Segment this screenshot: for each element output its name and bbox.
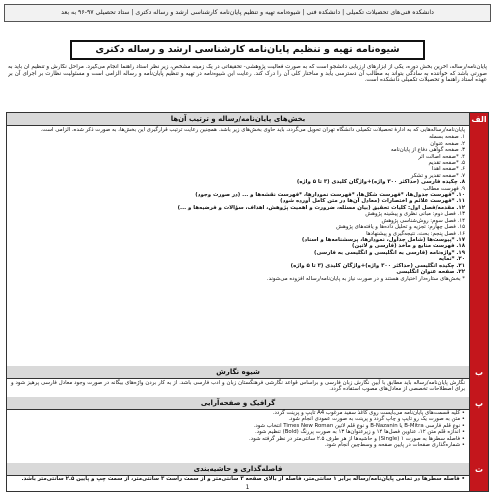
running-header: دانشکده فنی‌های تحصیلات تکمیلی | دانشکده فنی | شیوه‌نامه تهیه و تنظیم پایان‌نامه کارشناسی ارشد و رساله دکتری | ستاد تحصیلی ۹۷-۹۶ به بعد — [4, 4, 491, 22]
list-item: ۱۲. مقدمه/فصل اول: کلیات تحقیق (بیان مسئله، ضرورت و اهمیت پژوهش، اهداف، سؤالات و فرضیه‌ها و ...) — [177, 204, 465, 211]
document-title: شیوه‌نامه تهیه و تنظیم پایان‌نامه کارشناسی ارشد و رساله دکتری — [70, 40, 425, 60]
list-item: • شماره‌گذاری صفحات در پایین صفحه و وسط‌چین انجام شود. — [324, 442, 465, 449]
list-item: ۸. چکیده فارسی (حداکثر ۳۰۰ واژه)+واژگان کلیدی (۳ تا ۵ واژه) — [296, 179, 465, 186]
page-number: 1 — [245, 484, 250, 491]
section-d-letter: ت — [470, 463, 488, 491]
guidelines-table — [6, 112, 489, 492]
section-c — [7, 397, 488, 464]
list-item: ۶. *صفحه اهدا — [431, 166, 465, 173]
section-c-letter: پ — [470, 397, 488, 463]
list-item: ۱۸. فهرست منابع و مآخذ (فارسی و لاتین) — [352, 243, 465, 250]
list-item: ۲. صفحه عنوان — [430, 140, 465, 147]
list-item: ۷. *صفحه تقدیر و تشکر — [410, 172, 465, 179]
list-item: • فاصله سطرها در تمامی پایان‌نامه/رساله برابر ۱ سانتی‌متر، فاصله از بالای صفحه ۳ سانتی‌متر و از سمت راست ۳ سانتی‌متر، از سمت چپ و پایین ۲.۵ سانتی‌متر باشد. — [21, 476, 465, 482]
list-item: ۱۱. *فهرست علائم و اختصارات (معادل آن‌ها در متن کامل آورده شود) — [280, 198, 465, 205]
list-item: ۵. *صفحه تقدیم — [428, 160, 465, 167]
section-d-title: فاصله‌گذاری و حاشیه‌بندی — [7, 463, 469, 476]
section-b-intro: نگارش پایان‌نامه/رساله باید مطابق با آیین نگارش زبان فارسی و براساس قواعد نگارشی فرهنگستان زبان و ادب فارسی باشد. از به کار بردن واژه‌های بیگانه در صورت وجود معادل فارسی پرهیز شود و برای اصطلاحات تخصصی از معادل‌های مصوب استفاده گردد. — [11, 380, 465, 393]
section-a-note: * بخش‌های ستاره‌دار اختیاری هستند و در صورت نیاز به پایان‌نامه/رساله افزوده می‌شوند. — [266, 276, 465, 283]
intro-paragraph: پایان‌نامه/رساله، آخرین بخش دوره، یکی از ابزارهای ارزیابی دانشجو است که به صورت فعالیت پژوهشی- تحقیقاتی در یک زمینه مشخص، زیر نظر استاد راهنما انجام می‌گیرد. مراحل نگارش و تنظیم آن باید به صورتی باشد که خواننده به سادگی بتواند به مطالب آن دسترسی یابد و ساختار کلی آن را درک کند. رعایت این شیوه‌نامه در تهیه و تنظیم پایان‌نامه و رساله الزامی است و مسئولیت نظارت بر اجرای آن بر عهده استاد راهنما و تحصیلات تکمیلی دانشکده است. — [8, 64, 487, 84]
list-item: ۱۳. فصل دوم: مبانی نظری و پیشینه پژوهش — [365, 211, 465, 218]
list-item: ۲۲. صفحه عنوان انگلیسی — [396, 268, 465, 275]
section-b-letter: ب — [470, 366, 488, 397]
section-b-title: شیوه نگارش — [7, 366, 469, 379]
list-item: ۱۰. *فهرست جدول‌ها، *فهرست شکل‌ها، *فهرست نمودارها، *فهرست نقشه‌ها و ... (در صورت وجود) — [195, 192, 465, 199]
list-item: ۲۱. چکیده انگلیسی (حداکثر ۳۰۰ واژه)+واژگان کلیدی (۳ تا ۵ واژه) — [290, 262, 465, 269]
list-item: ۱۵. فصل چهارم: تجزیه و تحلیل داده‌ها و یافته‌های پژوهش — [336, 224, 465, 231]
section-a-letter: الف — [470, 113, 488, 366]
list-item: ۱۶. فصل پنجم: بحث، نتیجه‌گیری و پیشنهادها — [366, 230, 465, 237]
list-item: • فاصله سطرها به صورت ۱ (Single) و حاشیه‌ها از هر طرف ۲.۵ سانتی‌متر در نظر گرفته شود. — [249, 435, 465, 442]
section-a — [7, 113, 488, 367]
list-item: • نوع قلم فارسی B-Mitra یا B-Nazanin و نوع قلم لاتین Times New Roman انتخاب شود. — [253, 422, 465, 429]
list-item: ۲۰. *نمایه — [438, 256, 465, 263]
section-a-items — [7, 134, 469, 275]
list-item: • کلیه قسمت‌های پایان‌نامه می‌بایست روی کاغذ سفید مرغوب A4 تایپ و پرینت گردد. — [272, 410, 465, 416]
section-a-intro: پایان‌نامه/رساله‌هایی که به ادارهٔ تحصیلات تکمیلی دانشگاه تهران تحویل می‌گردد، باید حاوی بخش‌های زیر باشد. همچنین رعایت ترتیب قرارگیری این بخش‌ها، به صورت ذکر شده، الزامی است. — [40, 127, 465, 133]
list-item: ۹. فهرست مطالب — [423, 185, 465, 192]
section-a-title: بخش‌های پایان‌نامه/رساله و ترتیب آن‌ها — [7, 113, 469, 126]
section-c-items — [7, 410, 469, 448]
section-d-items — [7, 476, 469, 482]
list-item: • متن به صورت یک رو تایپ و چاپ گردد و پرینت به صورت عمودی انجام شود. — [288, 416, 465, 423]
list-item: ۱۹. *واژه‌نامه (فارسی به انگلیسی و انگلیسی به فارسی) — [314, 249, 465, 256]
section-b — [7, 366, 488, 398]
section-b-body — [7, 366, 470, 397]
section-c-title: گرافیک و صفحه‌آرایی — [7, 397, 469, 410]
list-item: ۱۷. *پیوست‌ها (شامل جداول، نمودارها، پرسشنامه‌ها و اسناد) — [301, 236, 465, 243]
section-a-body — [7, 113, 470, 366]
list-item: ۴. *صفحه اصالت اثر — [418, 153, 465, 160]
section-c-body — [7, 397, 470, 463]
list-item: ۱. صفحه بسمله — [429, 134, 465, 141]
list-item: • اندازه قلم متن ۱۲، عناوین فصل‌ها ۱۴ و زیرعنوان‌ها ۱۳ به صورت پررنگ (Bold) تنظیم شود. — [255, 429, 465, 436]
list-item: ۱۴. فصل سوم: روش‌شناسی پژوهش — [381, 217, 465, 224]
list-item: ۳. صفحه گواهی دفاع از پایان‌نامه — [390, 147, 465, 154]
